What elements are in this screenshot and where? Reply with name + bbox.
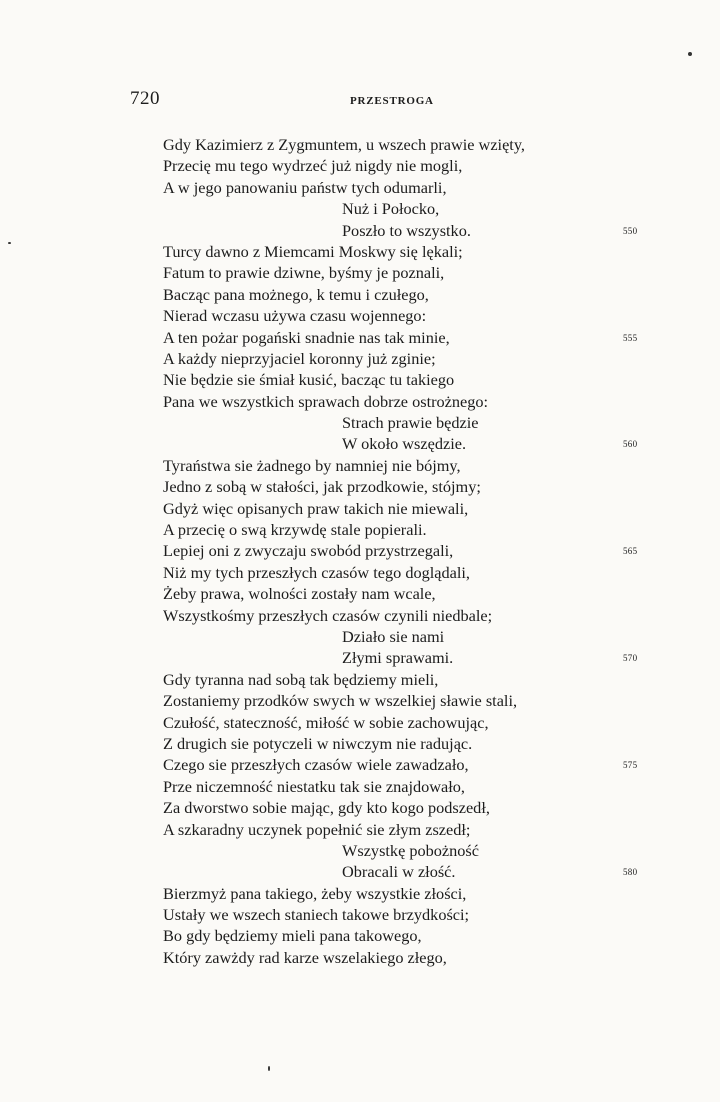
verse-line (0, 647, 720, 668)
poem-text (0, 134, 720, 968)
print-speck (688, 52, 692, 56)
verse-line (0, 712, 720, 733)
verse-text: Lepiej oni z zwyczaju swobód przystrzegali, (163, 541, 454, 561)
verse-text: Złymi sprawami. (342, 648, 454, 668)
verse-line (0, 733, 720, 754)
verse-line (0, 134, 720, 155)
verse-line (0, 455, 720, 476)
verse-text: Wszystkę pobożność (342, 840, 479, 860)
verse-text: Za dworstwo sobie mając, gdy kto kogo podszedł, (163, 798, 490, 818)
verse-text: A przecię o swą krzywdę stale popierali. (163, 520, 427, 540)
verse-line (0, 883, 720, 904)
verse-text: A w jego panowaniu państw tych odumarli, (163, 177, 447, 197)
verse-text: Gdy Kazimierz z Zygmuntem, u wszech prawie wzięty, (163, 135, 525, 154)
verse-line (0, 198, 720, 219)
verse-text: Działo sie nami (342, 626, 445, 646)
verse-text: Przecię mu tego wydrzeć już nigdy nie mogli, (163, 156, 463, 176)
verse-text: W około wszędzie. (342, 434, 467, 454)
verse-line (0, 284, 720, 305)
verse-line (0, 776, 720, 797)
verse-line (0, 177, 720, 198)
line-number: 580 (623, 867, 638, 878)
verse-line (0, 241, 720, 262)
verse-text: Bierzmyż pana takiego, żeby wszystkie złości, (163, 883, 467, 903)
line-number: 560 (623, 439, 638, 450)
verse-line (0, 797, 720, 818)
verse-line (0, 904, 720, 925)
verse-line (0, 925, 720, 946)
running-title: PRZESTROGA (350, 95, 434, 107)
verse-text: Żeby prawa, wolności zostały nam wcale, (163, 584, 436, 604)
print-speck (268, 1066, 270, 1071)
verse-line (0, 369, 720, 390)
verse-line (0, 669, 720, 690)
verse-text: Nie będzie sie śmiał kusić, bacząc tu takiego (163, 370, 455, 390)
verse-text: Fatum to prawie dziwne, byśmy je poznali, (163, 263, 445, 283)
verse-text: Nierad wczasu używa czasu wojennego: (163, 306, 427, 326)
line-number: 570 (623, 653, 638, 664)
verse-line (0, 562, 720, 583)
verse-text: Gdy tyranna nad sobą tak będziemy mieli, (163, 669, 439, 689)
verse-line (0, 605, 720, 626)
verse-text: Bacząc pana możnego, k temu i czułego, (163, 284, 429, 304)
verse-text: Z drugich sie potyczeli w niwczym nie radując. (163, 733, 473, 753)
page-number: 720 (130, 88, 160, 109)
verse-line (0, 519, 720, 540)
verse-text: A szkaradny uczynek popełnić sie złym zszedł; (163, 819, 471, 839)
verse-line (0, 433, 720, 454)
verse-line (0, 391, 720, 412)
verse-text: A ten pożar pogański snadnie nas tak minie, (163, 327, 450, 347)
verse-line (0, 155, 720, 176)
verse-text: Gdyż więc opisanych praw takich nie miewali, (163, 498, 469, 518)
verse-line (0, 947, 720, 968)
verse-line (0, 305, 720, 326)
verse-text: Nuż i Połocko, (342, 199, 440, 219)
verse-line (0, 754, 720, 775)
verse-text: Pana we wszystkich sprawach dobrze ostrożnego: (163, 391, 489, 411)
verse-line (0, 262, 720, 283)
verse-line (0, 476, 720, 497)
verse-text: A każdy nieprzyjaciel koronny już zginie; (163, 348, 436, 368)
verse-text: Tyraństwa sie żadnego by namniej nie bójmy, (163, 455, 461, 475)
verse-line (0, 690, 720, 711)
verse-line (0, 220, 720, 241)
verse-text: Strach prawie będzie (342, 413, 479, 433)
verse-line (0, 583, 720, 604)
verse-line (0, 626, 720, 647)
verse-line (0, 348, 720, 369)
verse-text: Obracali w złość. (342, 862, 456, 882)
verse-text: Bo gdy będziemy mieli pana takowego, (163, 926, 422, 946)
line-number: 555 (623, 332, 638, 343)
verse-line (0, 412, 720, 433)
verse-text: Niż my tych przeszłych czasów tego doglądali, (163, 562, 470, 582)
verse-line (0, 819, 720, 840)
line-number: 575 (623, 760, 638, 771)
verse-text: Wszystkośmy przeszłych czasów czynili niedbale; (163, 605, 493, 625)
verse-line (0, 840, 720, 861)
verse-text: Który zawżdy rad karze wszelakiego złego, (163, 947, 447, 967)
verse-text: Poszło to wszystko. (342, 220, 471, 240)
verse-line (0, 498, 720, 519)
line-number: 565 (623, 546, 638, 557)
verse-text: Jedno z sobą w stałości, jak przodkowie, stójmy; (163, 477, 481, 497)
verse-text: Ustały we wszech staniech takowe brzydkości; (163, 905, 470, 925)
verse-text: Prze niczemność niestatku tak sie znajdowało, (163, 776, 466, 796)
verse-line (0, 540, 720, 561)
verse-line (0, 861, 720, 882)
verse-text: Czułość, stateczność, miłość w sobie zachowując, (163, 712, 489, 732)
line-number: 550 (623, 225, 638, 236)
verse-text: Turcy dawno z Miemcami Moskwy się lękali; (163, 241, 463, 261)
print-speck (8, 242, 11, 244)
verse-text: Zostaniemy przodków swych w wszelkiej sławie stali, (163, 691, 518, 711)
verse-line (0, 327, 720, 348)
verse-text: Czego sie przeszłych czasów wiele zawadzało, (163, 755, 469, 775)
